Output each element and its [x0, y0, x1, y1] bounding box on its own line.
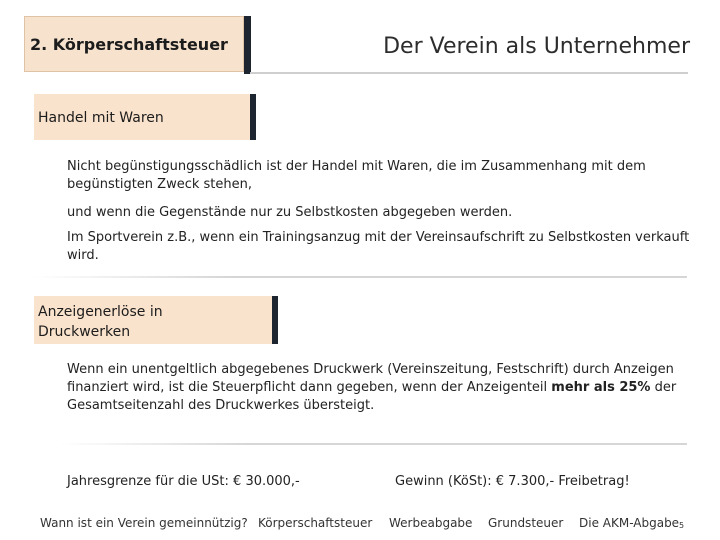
paragraph-handel-3: Im Sportverein z.B., wenn ein Trainingsanzug mit der Vereinsaufschrift zu Selbstkosten verkauft wird.: [67, 230, 690, 263]
divider-1: [34, 276, 687, 278]
nav-link-werbeabgabe[interactable]: Werbeabgabe: [389, 516, 473, 530]
nav-link-gemeinnuetzig[interactable]: Wann ist ein Verein gemeinnützig?: [40, 516, 248, 530]
paragraph-handel-1: Nicht begünstigungsschädlich ist der Handel mit Waren, die im Zusammenhang mit dem begünstigten Zweck stehen,: [67, 159, 646, 192]
paragraph-anzeigen-threshold: mehr als 25%: [551, 380, 651, 395]
paragraph-anzeigen-part2: der Gesamtseitenzahl des Druckwerkes übersteigt.: [67, 380, 677, 413]
ust-limit: Jahresgrenze für die USt: € 30.000,-: [67, 474, 300, 489]
page-number: 5: [679, 521, 685, 530]
slide-title: Der Verein als Unternehmer: [383, 34, 690, 59]
nav-link-koerperschaftsteuer[interactable]: Körperschaftsteuer: [258, 516, 373, 530]
section-header-anzeigen: Anzeigenerlöse in Druckwerken: [38, 304, 163, 340]
paragraph-anzeigen-part1: Wenn ein unentgeltlich abgegebenes Druckwerk (Vereinszeitung, Festschrift) durch Anzeigen finanziert wird, ist die Steuerpflicht dann gegeben, wenn der Anzeigenteil: [67, 362, 674, 395]
paragraph-anzeigen: [67, 361, 693, 415]
koest-allowance: Gewinn (KöSt): € 7.300,- Freibetrag!: [395, 474, 630, 489]
section-header-anzeigen-accent-bar: [272, 296, 278, 344]
section-tab-accent-bar: [244, 16, 251, 74]
nav-link-grundsteuer[interactable]: Grundsteuer: [488, 516, 564, 530]
title-underline: [250, 72, 688, 74]
section-header-handel-accent-bar: [250, 94, 256, 140]
paragraph-handel-2: und wenn die Gegenstände nur zu Selbstkosten abgegeben werden.: [67, 205, 513, 220]
section-header-handel: Handel mit Waren: [38, 110, 164, 126]
nav-link-akm-abgabe[interactable]: Die AKM-Abgabe: [579, 516, 680, 530]
section-tab-label: 2. Körperschaftsteuer: [30, 35, 228, 54]
divider-2: [60, 443, 687, 445]
